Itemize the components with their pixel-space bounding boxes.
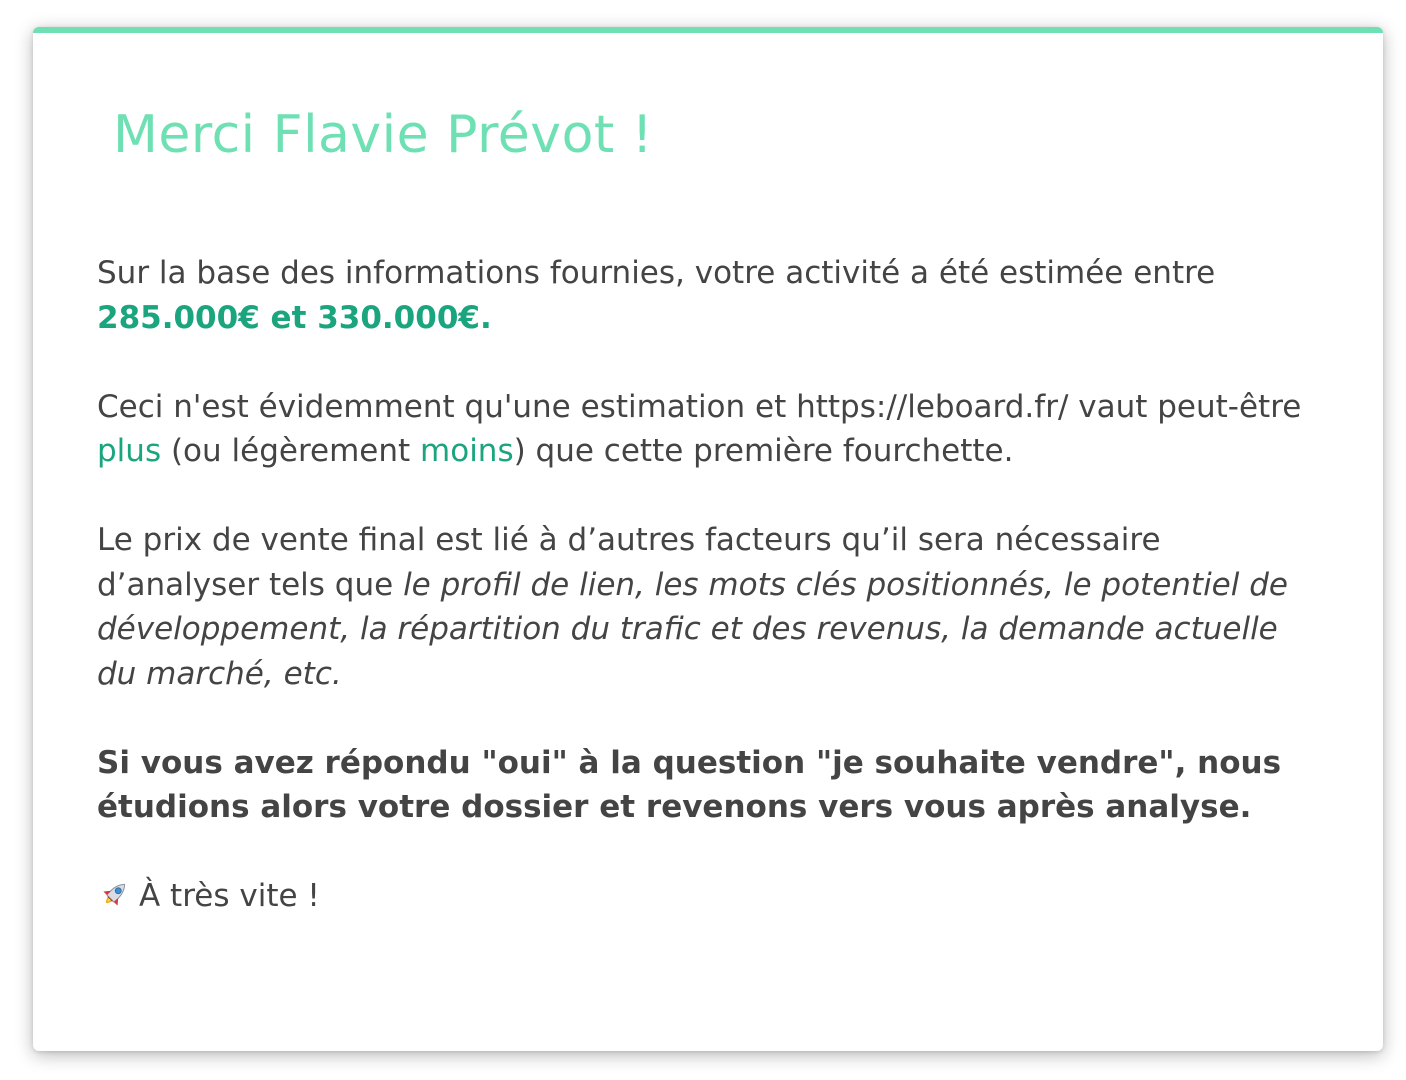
disclaimer-plus: plus bbox=[97, 433, 162, 469]
disclaimer-moins: moins bbox=[420, 433, 514, 469]
message-body bbox=[97, 251, 1317, 963]
factors-list: le profil de lien, les mots clés positionnés, le potentiel de développement, la répartition du trafic et des revenus, la demande actuelle du marché, etc. bbox=[97, 566, 1288, 692]
disclaimer-paragraph bbox=[97, 385, 1317, 474]
page-title: Merci Flavie Prévot ! bbox=[113, 105, 654, 165]
farewell-line bbox=[97, 874, 1317, 919]
disclaimer-text-middle: (ou légèrement bbox=[170, 433, 411, 469]
disclaimer-text-start: Ceci n'est évidemment qu'une estimation et https://leboard.fr/ vaut peut-être bbox=[97, 388, 1302, 425]
confirmation-card bbox=[33, 27, 1383, 1051]
sell-notice: Si vous avez répondu "oui" à la question "je souhaite vendre", nous étudions alors votre dossier et revenons vers vous après analyse. bbox=[97, 744, 1282, 825]
rocket-icon bbox=[97, 878, 131, 912]
estimate-amount: 285.000€ et 330.000€. bbox=[97, 299, 492, 336]
disclaimer-text-end: ) que cette première fourchette. bbox=[513, 433, 1014, 469]
estimate-paragraph bbox=[97, 251, 1317, 340]
farewell-text: À très vite ! bbox=[139, 878, 320, 914]
factors-text: Le prix de vente final est lié à d’autres facteurs qu’il sera nécessaire d’analyser tels que bbox=[97, 522, 1161, 603]
estimate-text: Sur la base des informations fournies, votre activité a été estimée entre bbox=[97, 255, 1216, 291]
factors-paragraph bbox=[97, 518, 1317, 696]
